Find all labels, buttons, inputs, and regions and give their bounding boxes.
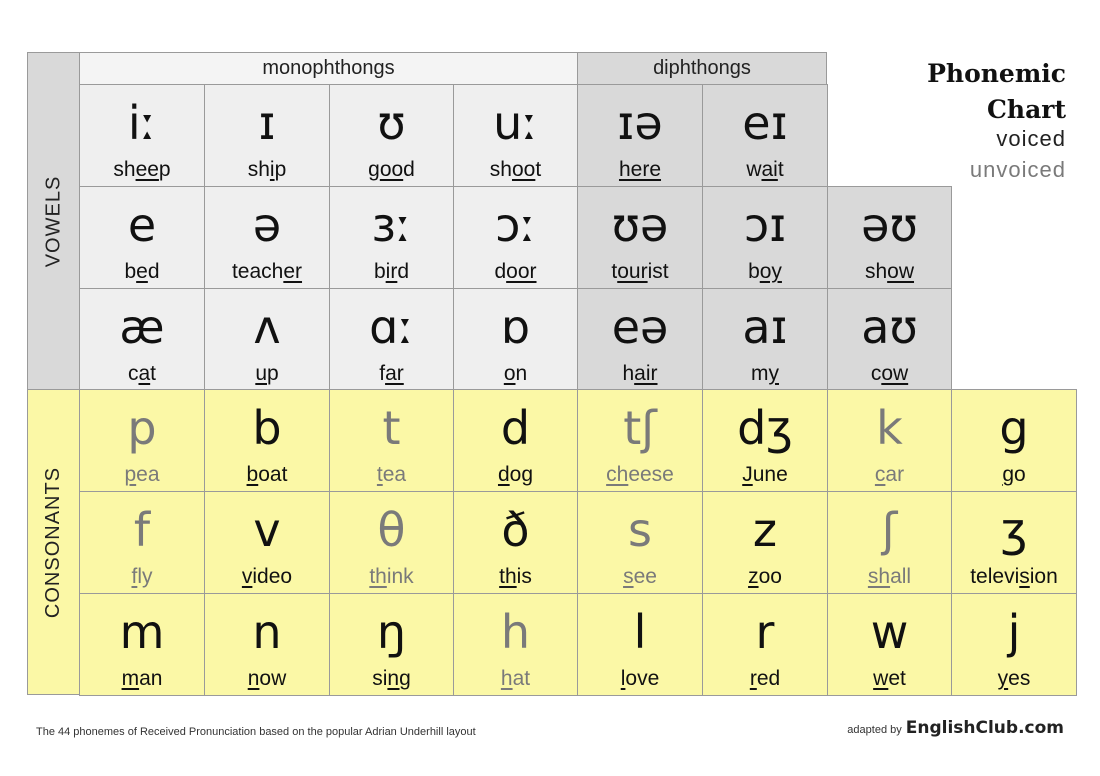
word-suffix: p bbox=[158, 158, 171, 181]
vowel-cell bbox=[329, 186, 454, 289]
word-sound-underline: z bbox=[748, 565, 759, 588]
example-word bbox=[952, 463, 1076, 487]
word-suffix: une bbox=[752, 463, 788, 486]
word-sound-underline: b bbox=[246, 463, 259, 486]
consonants-side-label bbox=[27, 389, 80, 695]
word-suffix: d bbox=[397, 260, 410, 283]
phoneme-symbol: d bbox=[500, 401, 531, 455]
example-word bbox=[578, 362, 702, 386]
englishclub-logo: EnglishClub.com bbox=[905, 718, 1064, 738]
word-suffix: eese bbox=[628, 463, 674, 486]
phoneme-symbol: f bbox=[133, 503, 151, 557]
word-sound-underline: oor bbox=[506, 260, 537, 283]
chart-title bbox=[927, 56, 1066, 128]
phoneme-symbol: tʃ bbox=[623, 401, 657, 455]
word-sound-underline: ee bbox=[135, 158, 159, 181]
example-word bbox=[828, 463, 951, 487]
phoneme-symbol: b bbox=[252, 401, 282, 455]
word-sound-underline: t bbox=[376, 463, 383, 486]
chart-title-line2: Chart bbox=[987, 95, 1066, 124]
word-suffix: ist bbox=[647, 260, 669, 283]
consonant-cell bbox=[951, 491, 1077, 594]
phoneme-symbol: ɒ bbox=[500, 300, 531, 354]
word-prefix: c bbox=[870, 362, 882, 385]
phoneme-symbol: l bbox=[633, 605, 647, 659]
word-suffix: n bbox=[515, 362, 528, 385]
word-sound-underline: f bbox=[131, 565, 138, 588]
phoneme-symbol: j bbox=[1007, 605, 1021, 659]
phoneme-symbol: e bbox=[127, 198, 157, 252]
vowel-cell bbox=[577, 186, 703, 289]
phoneme-symbol: s bbox=[628, 503, 652, 557]
word-sound-underline: ar bbox=[385, 362, 404, 385]
word-prefix: sh bbox=[113, 158, 136, 181]
phoneme-symbol: ɔɪ bbox=[743, 198, 787, 252]
word-sound-underline: r bbox=[749, 667, 757, 690]
footer-note: The 44 phonemes of Received Pronunciation based on the popular Adrian Underhill layout bbox=[36, 726, 476, 738]
consonant-cell bbox=[79, 389, 205, 492]
chart-title-line1: Phonemic bbox=[927, 59, 1066, 88]
example-word bbox=[828, 667, 951, 691]
word-sound-underline: h bbox=[500, 667, 513, 690]
phoneme-symbol: ɔː bbox=[495, 198, 536, 252]
phoneme-symbol: ə bbox=[252, 198, 282, 252]
word-sound-underline: air bbox=[634, 362, 658, 385]
word-sound-underline: th bbox=[369, 565, 387, 588]
phoneme-symbol: ʊ bbox=[377, 96, 406, 150]
example-word bbox=[454, 362, 577, 386]
word-sound-underline: J bbox=[742, 463, 753, 486]
legend-unvoiced: unvoiced bbox=[969, 157, 1066, 182]
phoneme-symbol: ɑː bbox=[369, 300, 414, 354]
example-word bbox=[80, 158, 204, 182]
example-word bbox=[205, 260, 329, 284]
phoneme-symbol: h bbox=[500, 605, 531, 659]
consonant-cell bbox=[827, 593, 952, 696]
consonant-cell bbox=[577, 389, 703, 492]
word-sound-underline: oo bbox=[511, 158, 536, 181]
vowel-cell bbox=[329, 84, 454, 187]
monophthongs-header-text: monophthongs bbox=[262, 57, 395, 79]
example-word bbox=[80, 463, 204, 487]
vowel-cell bbox=[453, 84, 578, 187]
consonant-cell bbox=[951, 593, 1077, 696]
consonant-cell bbox=[702, 491, 828, 594]
word-suffix: ow bbox=[259, 667, 287, 690]
example-word bbox=[703, 667, 827, 691]
word-prefix: sh bbox=[864, 260, 888, 283]
phoneme-symbol: r bbox=[755, 605, 775, 659]
example-word bbox=[330, 463, 453, 487]
example-word bbox=[952, 667, 1076, 691]
word-suffix: ideo bbox=[252, 565, 293, 588]
vowel-cell bbox=[827, 288, 952, 391]
consonant-cell bbox=[702, 389, 828, 492]
word-suffix: p bbox=[267, 362, 279, 385]
credit-prefix: adapted by bbox=[847, 724, 902, 736]
vowel-cell bbox=[204, 288, 330, 391]
consonant-cell bbox=[329, 593, 454, 696]
example-word bbox=[330, 667, 453, 691]
phoneme-symbol: ʊə bbox=[611, 198, 669, 252]
word-sound-underline: o bbox=[503, 362, 516, 385]
phoneme-symbol: ʃ bbox=[881, 503, 898, 557]
phoneme-symbol: n bbox=[252, 605, 282, 659]
word-sound-underline: ng bbox=[387, 667, 411, 690]
word-suffix: es bbox=[1008, 667, 1031, 690]
vowel-cell bbox=[79, 84, 205, 187]
phoneme-symbol: ɪ bbox=[258, 96, 276, 150]
word-suffix: ea bbox=[136, 463, 160, 486]
phoneme-symbol: eɪ bbox=[742, 96, 788, 150]
word-suffix: t bbox=[535, 158, 542, 181]
example-word bbox=[80, 667, 204, 691]
word-sound-underline: w bbox=[873, 667, 889, 690]
diphthongs-header-text: diphthongs bbox=[653, 57, 751, 79]
vowel-cell bbox=[329, 288, 454, 391]
word-suffix: is bbox=[516, 565, 532, 588]
example-word bbox=[205, 158, 329, 182]
phoneme-symbol: aʊ bbox=[861, 300, 918, 354]
vowel-cell bbox=[577, 288, 703, 391]
diphthongs-header bbox=[577, 52, 827, 85]
word-sound-underline: c bbox=[874, 463, 886, 486]
example-word bbox=[578, 565, 702, 589]
phoneme-symbol: ŋ bbox=[376, 605, 407, 659]
word-suffix: oat bbox=[258, 463, 288, 486]
word-sound-underline: p bbox=[124, 463, 137, 486]
word-suffix: oo bbox=[758, 565, 782, 588]
example-word bbox=[578, 463, 702, 487]
word-sound-underline: s bbox=[1019, 565, 1030, 588]
example-word bbox=[952, 565, 1076, 589]
example-word bbox=[454, 260, 577, 284]
phoneme-symbol: iː bbox=[127, 96, 157, 150]
word-prefix: b bbox=[373, 260, 386, 283]
example-word bbox=[703, 565, 827, 589]
phoneme-symbol: w bbox=[870, 605, 909, 659]
word-prefix: sh bbox=[489, 158, 512, 181]
word-sound-underline: d bbox=[497, 463, 510, 486]
example-word bbox=[330, 565, 453, 589]
vowel-cell bbox=[702, 186, 828, 289]
example-word bbox=[454, 158, 577, 182]
phoneme-symbol: ð bbox=[501, 503, 530, 557]
word-sound-underline: u bbox=[255, 362, 267, 385]
word-suffix: p bbox=[274, 158, 287, 181]
example-word bbox=[703, 158, 827, 182]
word-sound-underline: er bbox=[283, 260, 303, 283]
word-sound-underline: g bbox=[1002, 463, 1014, 486]
word-sound-underline: th bbox=[499, 565, 517, 588]
example-word bbox=[828, 565, 951, 589]
consonant-cell bbox=[453, 389, 578, 492]
consonant-cell bbox=[577, 593, 703, 696]
phoneme-symbol: t bbox=[382, 401, 401, 455]
vowel-cell bbox=[453, 186, 578, 289]
phoneme-symbol: ʒ bbox=[1000, 503, 1028, 557]
consonant-cell bbox=[453, 593, 578, 696]
vowel-cell bbox=[79, 186, 205, 289]
example-word bbox=[828, 260, 951, 284]
word-sound-underline: ow bbox=[881, 362, 909, 385]
word-sound-underline: v bbox=[241, 565, 253, 588]
word-prefix: h bbox=[622, 362, 635, 385]
word-sound-underline: oy bbox=[759, 260, 782, 283]
consonant-cell bbox=[577, 491, 703, 594]
word-prefix: teach bbox=[231, 260, 284, 283]
word-suffix: t bbox=[150, 362, 157, 385]
word-prefix: televi bbox=[970, 565, 1020, 588]
phoneme-symbol: θ bbox=[377, 503, 406, 557]
vowel-cell bbox=[702, 84, 828, 187]
word-prefix: f bbox=[379, 362, 386, 385]
word-suffix: all bbox=[890, 565, 912, 588]
example-word bbox=[330, 362, 453, 386]
phoneme-symbol: əʊ bbox=[861, 198, 918, 252]
vowel-cell bbox=[204, 186, 330, 289]
vowel-cell bbox=[827, 186, 952, 289]
word-prefix: sh bbox=[247, 158, 270, 181]
example-word bbox=[703, 260, 827, 284]
phoneme-symbol: eə bbox=[611, 300, 669, 354]
credit bbox=[847, 718, 1064, 738]
example-word bbox=[578, 667, 702, 691]
phoneme-symbol: m bbox=[119, 605, 165, 659]
legend-voiced: voiced bbox=[996, 126, 1066, 151]
word-sound-underline: y bbox=[997, 667, 1009, 690]
vowel-cell bbox=[577, 84, 703, 187]
consonant-cell bbox=[827, 491, 952, 594]
word-sound-underline: s bbox=[623, 565, 634, 588]
phoneme-symbol: uː bbox=[493, 96, 538, 150]
word-suffix: ove bbox=[625, 667, 660, 690]
word-suffix: ee bbox=[633, 565, 657, 588]
vowels-side-label bbox=[27, 52, 80, 390]
word-suffix: ed bbox=[756, 667, 781, 690]
example-word bbox=[578, 260, 702, 284]
word-suffix: et bbox=[888, 667, 906, 690]
word-suffix: ea bbox=[382, 463, 407, 486]
word-suffix: ion bbox=[1029, 565, 1058, 588]
phoneme-symbol: ʌ bbox=[253, 300, 281, 354]
example-word bbox=[80, 260, 204, 284]
example-word bbox=[330, 260, 453, 284]
vowel-cell bbox=[79, 288, 205, 391]
word-suffix: ar bbox=[885, 463, 905, 486]
word-sound-underline: ch bbox=[606, 463, 629, 486]
consonant-cell bbox=[453, 491, 578, 594]
consonant-cell bbox=[204, 491, 330, 594]
example-word bbox=[205, 565, 329, 589]
vowels-label-text: VOWELS bbox=[42, 175, 65, 267]
consonant-cell bbox=[79, 491, 205, 594]
word-prefix: b bbox=[124, 260, 137, 283]
word-prefix: b bbox=[748, 260, 760, 283]
word-suffix: an bbox=[139, 667, 163, 690]
word-prefix: w bbox=[746, 158, 762, 181]
word-sound-underline: our bbox=[617, 260, 648, 283]
phoneme-symbol: aɪ bbox=[742, 300, 788, 354]
phoneme-symbol: k bbox=[876, 401, 903, 455]
word-sound-underline: ir bbox=[385, 260, 398, 283]
example-word bbox=[330, 158, 453, 182]
example-word bbox=[454, 565, 577, 589]
word-sound-underline: ow bbox=[887, 260, 915, 283]
word-sound-underline: n bbox=[247, 667, 260, 690]
phoneme-symbol: ɪə bbox=[617, 96, 663, 150]
word-suffix: ly bbox=[137, 565, 153, 588]
example-word bbox=[205, 362, 329, 386]
example-word bbox=[454, 667, 577, 691]
word-prefix: m bbox=[751, 362, 769, 385]
consonant-cell bbox=[329, 491, 454, 594]
example-word bbox=[703, 362, 827, 386]
word-sound-underline: y bbox=[768, 362, 779, 385]
word-suffix: o bbox=[1014, 463, 1026, 486]
consonant-cell bbox=[79, 593, 205, 696]
consonant-cell bbox=[204, 389, 330, 492]
example-word bbox=[205, 463, 329, 487]
word-prefix: t bbox=[611, 260, 618, 283]
word-suffix: d bbox=[403, 158, 415, 181]
word-sound-underline: l bbox=[620, 667, 626, 690]
word-prefix: si bbox=[372, 667, 388, 690]
word-suffix: t bbox=[777, 158, 784, 181]
phoneme-symbol: ɜː bbox=[371, 198, 412, 252]
consonant-cell bbox=[329, 389, 454, 492]
example-word bbox=[703, 463, 827, 487]
word-prefix: g bbox=[368, 158, 380, 181]
word-sound-underline: m bbox=[121, 667, 140, 690]
word-sound-underline: here bbox=[618, 158, 662, 181]
vowel-cell bbox=[702, 288, 828, 391]
word-sound-underline: e bbox=[136, 260, 148, 283]
consonant-cell bbox=[702, 593, 828, 696]
consonants-label-text: CONSONANTS bbox=[42, 466, 64, 618]
example-word bbox=[205, 667, 329, 691]
consonant-cell bbox=[951, 389, 1077, 492]
word-suffix: ink bbox=[386, 565, 414, 588]
example-word bbox=[454, 463, 577, 487]
vowel-cell bbox=[204, 84, 330, 187]
word-sound-underline: a bbox=[138, 362, 151, 385]
word-sound-underline: sh bbox=[867, 565, 891, 588]
phoneme-symbol: v bbox=[253, 503, 281, 557]
example-word bbox=[80, 362, 204, 386]
word-suffix: og bbox=[509, 463, 534, 486]
example-word bbox=[828, 362, 951, 386]
vowel-cell bbox=[453, 288, 578, 391]
word-sound-underline: oo bbox=[379, 158, 404, 181]
consonant-cell bbox=[827, 389, 952, 492]
phoneme-symbol: p bbox=[127, 401, 157, 455]
example-word bbox=[80, 565, 204, 589]
consonant-cell bbox=[204, 593, 330, 696]
word-suffix: at bbox=[512, 667, 531, 690]
word-prefix: d bbox=[494, 260, 507, 283]
phoneme-symbol: g bbox=[999, 401, 1029, 455]
phoneme-symbol: z bbox=[752, 503, 778, 557]
phoneme-symbol: dʒ bbox=[737, 401, 793, 455]
word-sound-underline: ai bbox=[761, 158, 778, 181]
word-suffix: d bbox=[147, 260, 160, 283]
word-prefix: c bbox=[127, 362, 139, 385]
monophthongs-header bbox=[79, 52, 578, 85]
phoneme-symbol: æ bbox=[119, 300, 165, 354]
word-sound-underline: i bbox=[269, 158, 275, 181]
example-word bbox=[578, 158, 702, 182]
